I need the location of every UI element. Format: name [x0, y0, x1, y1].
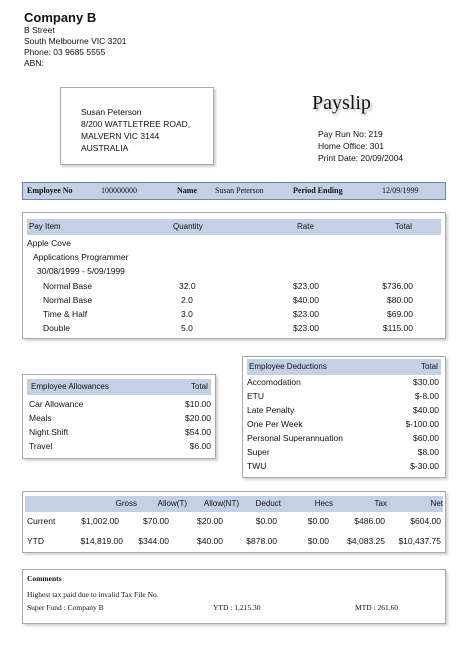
employee-name-label: Name: [177, 186, 197, 195]
list-item: [243, 433, 445, 446]
pay-item-rate: $23.00: [293, 309, 319, 319]
pay-item-rate: $23.00: [293, 281, 319, 291]
totals-panel: [22, 491, 446, 553]
company-name: Company B: [24, 10, 97, 25]
comments-panel: [22, 569, 446, 624]
pay-item-qty: 5.0: [181, 323, 193, 333]
pay-item-col-header: Pay Item: [29, 222, 61, 231]
deduction-name: Late Penalty: [247, 405, 295, 415]
period-ending-label: Period Ending: [293, 186, 343, 195]
company-street: B Street: [24, 25, 55, 35]
employee-no-value: 100000000: [101, 186, 137, 195]
table-row: [23, 295, 445, 309]
allow-t-value: $70.00: [143, 516, 169, 526]
employee-no-label: Employee No: [27, 186, 73, 195]
gross-value: $1,002.00: [81, 516, 119, 526]
tax-value: $4,083.25: [347, 536, 385, 546]
net-col-header: Net: [430, 499, 443, 508]
quantity-col-header: Quantity: [173, 222, 203, 231]
address-line-street: 8/200 WATTLETREE ROAD,: [81, 119, 191, 129]
deduction-name: One Per Week: [247, 419, 303, 429]
super-ytd: YTD : 1,215.30: [213, 603, 261, 612]
gross-col-header: Gross: [115, 499, 137, 508]
allow-t-col-header: Allow(T): [157, 499, 187, 508]
allowance-name: Night Shift: [29, 427, 69, 437]
work-period: 30/08/1999 - 5/09/1999: [37, 266, 125, 276]
list-item: [23, 413, 215, 426]
deduction-amount: $40.00: [413, 405, 439, 415]
pay-item-qty: 2.0: [181, 295, 193, 305]
home-office: Home Office: 301: [318, 141, 384, 151]
list-item: [243, 377, 445, 390]
allowances-header: [27, 379, 211, 395]
pay-item-qty: 3.0: [181, 309, 193, 319]
employee-info-bar: [22, 182, 446, 200]
table-row: [23, 309, 445, 323]
allow-nt-col-header: Allow(NT): [203, 499, 239, 508]
deduction-amount: $-8.00: [414, 391, 439, 401]
deduction-amount: $60.00: [413, 433, 439, 443]
employee-name-value: Susan Peterson: [215, 186, 264, 195]
deduction-amount: $30.00: [413, 377, 439, 387]
pay-item-rate: $23.00: [293, 323, 319, 333]
company-city: South Melbourne VIC 3201: [24, 36, 127, 46]
allowance-amount: $6.00: [189, 441, 211, 451]
pay-item-qty: 32.0: [179, 281, 196, 291]
gross-value: $14,819.00: [80, 536, 123, 546]
deduction-name: Super: [247, 447, 270, 457]
list-item: [23, 399, 215, 412]
company-abn: ABN:: [24, 58, 44, 68]
allow-nt-value: $20.00: [197, 516, 223, 526]
pay-item-name: Normal Base: [43, 281, 93, 291]
deductions-title: Employee Deductions: [249, 362, 327, 371]
allow-t-value: $344.00: [138, 536, 169, 546]
allowance-amount: $10.00: [185, 399, 211, 409]
total-col-header: Total: [395, 222, 412, 231]
deductions-total-header: Total: [421, 362, 438, 371]
tax-col-header: Tax: [374, 499, 387, 508]
deduct-col-header: Deduct: [255, 499, 281, 508]
deduct-value: $0.00: [255, 516, 277, 526]
deduction-name: Personal Superannuation: [247, 433, 343, 443]
pay-items-header: [27, 219, 441, 235]
allowance-amount: $20.00: [185, 413, 211, 423]
allowance-name: Car Allowance: [29, 399, 84, 409]
pay-item-total: $69.00: [387, 309, 413, 319]
allowances-title: Employee Allowances: [31, 382, 109, 391]
comment-text: Highest tax paid due to invalid Tax File No.: [27, 590, 159, 599]
pay-item-rate: $40.00: [293, 295, 319, 305]
pay-items-panel: [22, 212, 446, 339]
list-item: [243, 419, 445, 432]
hecs-col-header: Hecs: [314, 499, 333, 508]
pay-item-total: $736.00: [382, 281, 413, 291]
table-row: [23, 516, 445, 530]
employer-name: Apple Cove: [27, 238, 71, 248]
allowances-panel: [22, 374, 216, 459]
print-date: Print Date: 20/09/2004: [318, 153, 404, 163]
pay-item-name: Time & Half: [43, 309, 88, 319]
allowance-amount: $54.00: [185, 427, 211, 437]
pay-run-number: Pay Run No: 219: [318, 129, 383, 139]
allow-nt-value: $40.00: [197, 536, 223, 546]
pay-item-total: $80.00: [387, 295, 413, 305]
net-value: $604.00: [410, 516, 441, 526]
role-name: Applications Programmer: [33, 252, 129, 262]
list-item: [243, 447, 445, 460]
deduction-name: Accomodation: [247, 377, 301, 387]
tax-value: $486.00: [354, 516, 385, 526]
table-row: [23, 323, 445, 337]
totals-row-label: YTD: [27, 536, 44, 546]
list-item: [243, 391, 445, 404]
super-fund: Super Fund : Company B: [27, 603, 104, 612]
list-item: [23, 427, 215, 440]
deduction-amount: $8.00: [417, 447, 439, 457]
table-row: [23, 536, 445, 550]
comments-title: Comments: [27, 574, 62, 583]
deductions-header: [247, 359, 441, 375]
period-row: [23, 266, 445, 280]
employee-address-box: [60, 87, 214, 165]
deduction-name: TWU: [247, 461, 267, 471]
role-row: [23, 252, 445, 266]
net-value: $10,437.75: [398, 536, 441, 546]
deductions-panel: [242, 356, 446, 478]
deduct-value: $878.00: [246, 536, 277, 546]
payslip-title: Payslip: [312, 92, 371, 114]
rate-col-header: Rate: [297, 222, 314, 231]
list-item: [243, 461, 445, 474]
deduction-name: ETU: [247, 391, 264, 401]
pay-item-name: Double: [43, 323, 70, 333]
totals-row-label: Current: [27, 516, 56, 526]
allowance-name: Meals: [29, 413, 52, 423]
pay-item-name: Normal Base: [43, 295, 93, 305]
totals-header: [25, 496, 443, 512]
table-row: [23, 281, 445, 295]
super-mtd: MTD : 261.60: [355, 603, 399, 612]
hecs-value: $0.00: [307, 536, 329, 546]
allowance-name: Travel: [29, 441, 53, 451]
address-line-name: Susan Peterson: [81, 107, 142, 117]
list-item: [23, 441, 215, 454]
list-item: [243, 405, 445, 418]
deduction-amount: $-100.00: [405, 419, 439, 429]
company-phone: Phone: 03 9685 5555: [24, 47, 106, 57]
pay-item-total: $115.00: [382, 323, 413, 333]
address-line-suburb: MALVERN VIC 3144: [81, 131, 160, 141]
allowances-total-header: Total: [191, 382, 208, 391]
deduction-amount: $-30.00: [410, 461, 439, 471]
address-line-country: AUSTRALIA: [81, 143, 129, 153]
hecs-value: $0.00: [307, 516, 329, 526]
employer-row: [23, 238, 445, 252]
period-ending-value: 12/09/1999: [382, 186, 419, 195]
